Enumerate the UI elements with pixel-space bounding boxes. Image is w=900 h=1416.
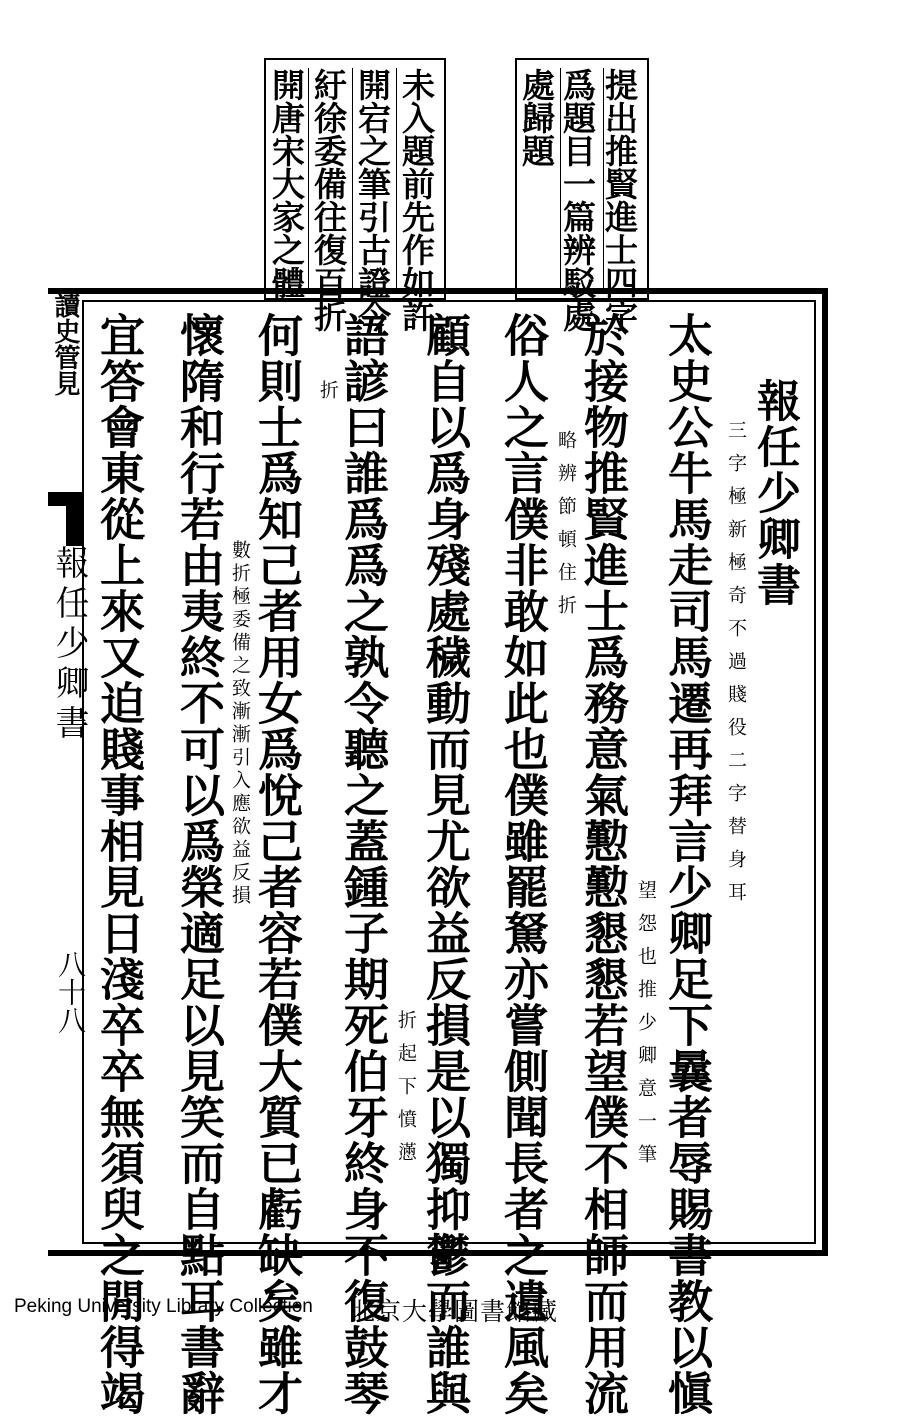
article-title: 報任少卿書 [749,378,800,608]
gloss-column-6: 數折極委備之致漸漸引入應欲益反損 [229,540,251,908]
margin-fishtail-mark [48,492,82,506]
gloss-column-5: 折 [317,380,339,413]
header-note-left-line-1: 未入題前先作如許 [397,68,436,332]
gloss-column-2: 略辨節頓住折 [555,430,577,628]
header-note-right-line-3: 處歸題 [517,68,556,167]
header-note-right-line-1: 提出推賢進士四字 [600,68,639,332]
header-note-left-line-2: 開宕之筆引古證今 [353,68,392,332]
text-column-5: 語諺曰誰爲爲之孰令聽之蓋鍾子期死伯牙終身不復鼓琴 [336,312,389,1416]
text-column-2: 於接物推賢進士爲務意氣懃懃懇懇若望僕不相師而用流 [576,312,629,1416]
margin-book-title: 讀史管見 [50,292,80,396]
header-note-right-line-2: 爲題目一篇辨駁處 [558,68,597,332]
text-column-4: 顧自以爲身殘處穢動而見尤欲益反損是以獨抑鬱而誰與 [418,312,471,1416]
text-column-3: 俗人之言僕非敢如此也僕雖罷駑亦嘗側聞長者之遺風矣 [496,312,549,1416]
gloss-column-4: 折起下憤懣 [395,1010,417,1175]
header-note-left-line-3: 紆徐委備往復百折 [309,68,348,332]
header-note-left-line-4: 開唐宋大家之體 [267,68,306,299]
collection-credit-cn: 北京大學圖書館藏 [350,1297,559,1326]
gloss-column-1: 望怨也推少卿意一筆 [635,880,657,1177]
page-number: 八十八 [54,950,87,1034]
text-column-1: 太史公牛馬走司馬遷再拜言少卿足下曩者辱賜書教以愼 [660,312,713,1416]
text-column-6: 何則士爲知己者用女爲悅己者容若僕大質已虧缺矣雖才 [250,312,303,1416]
collection-credit-en: Peking University Library Collection [14,1296,313,1317]
text-column-7: 懷隋和行若由夷終不可以爲榮適足以見笑而自點耳書辭 [172,312,225,1416]
text-column-8: 宜答會東從上來又迫賤事相見日淺卒卒無須臾之閒得竭 [92,312,145,1416]
title-gloss: 三字極新極奇不過賤役二字替身耳 [725,420,747,915]
margin-fishtail-mark [66,506,82,546]
margin-section-title: 報任少卿書 [49,545,89,745]
